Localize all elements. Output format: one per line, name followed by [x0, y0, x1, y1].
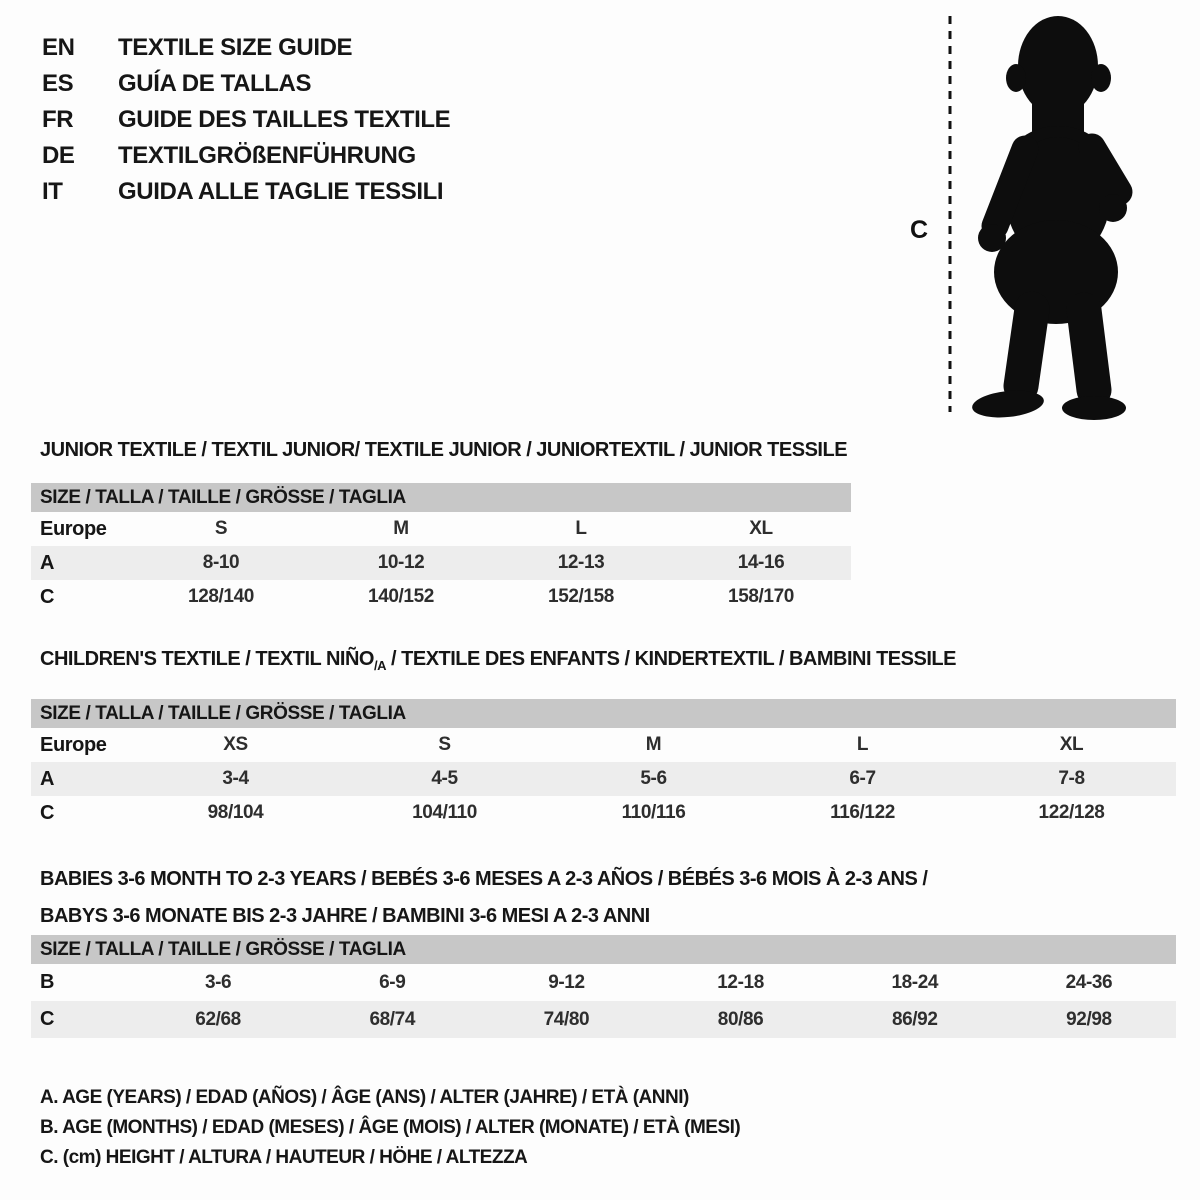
- height-cell: 80/86: [717, 1008, 764, 1030]
- language-code: ES: [42, 70, 74, 97]
- legend-line-a: A. AGE (YEARS) / EDAD (AÑOS) / ÂGE (ANS) / ALTER (JAHRE) / ETÀ (ANNI): [40, 1087, 689, 1108]
- row-label: C: [40, 1008, 55, 1030]
- language-row: [42, 174, 450, 210]
- months-cell: 9-12: [548, 971, 585, 993]
- row-label: B: [40, 971, 55, 993]
- height-cell: 158/170: [728, 586, 794, 607]
- height-cell: 68/74: [369, 1008, 416, 1030]
- language-row: [42, 30, 450, 66]
- height-cell: 62/68: [195, 1008, 241, 1030]
- size-cell: M: [393, 518, 409, 539]
- months-cell: 3-6: [204, 971, 232, 993]
- months-cell: 12-18: [717, 971, 764, 993]
- babies-title-line2: BABYS 3-6 MONATE BIS 2-3 JAHRE / BAMBINI 3-6 MESI A 2-3 ANNI: [40, 905, 650, 927]
- title-suffix: / TEXTILE DES ENFANTS / KINDERTEXTIL / BAMBINI TESSILE: [385, 648, 956, 670]
- language-code: EN: [42, 34, 75, 61]
- age-cell: 3-4: [222, 768, 249, 789]
- row-label: C: [40, 801, 55, 824]
- guide-title: GUÍA DE TALLAS: [118, 70, 312, 97]
- row-label: C: [40, 585, 55, 608]
- legend-line-c: C. (cm) HEIGHT / ALTURA / HAUTEUR / HÖHE / ALTEZZA: [40, 1147, 528, 1168]
- section-children: [31, 648, 1176, 830]
- section-junior: [31, 439, 851, 614]
- table-row-europe: [31, 512, 851, 546]
- height-measure-label: C: [910, 216, 928, 244]
- language-row: [42, 66, 450, 102]
- height-cell: 116/122: [830, 802, 895, 823]
- months-cell: 18-24: [891, 971, 939, 993]
- guide-title: GUIDE DES TAILLES TEXTILE: [118, 106, 451, 133]
- title-subscript: /A: [373, 658, 386, 673]
- height-cell: 140/152: [368, 586, 434, 607]
- table-row-europe: [31, 728, 1176, 762]
- babies-title-line1: BABIES 3-6 MONTH TO 2-3 YEARS / BEBÉS 3-6 MESES A 2-3 AÑOS / BÉBÉS 3-6 MOIS À 2-3 ANS /: [40, 868, 928, 890]
- age-cell: 6-7: [849, 768, 876, 789]
- table-row-months: [31, 964, 1176, 1001]
- size-cell: XL: [749, 518, 773, 539]
- size-cell: L: [575, 518, 587, 539]
- section-babies: [31, 861, 1176, 1038]
- guide-title: TEXTILE SIZE GUIDE: [118, 34, 353, 61]
- table-row-height: [31, 1001, 1176, 1038]
- guide-title: TEXTILGRÖßENFÜHRUNG: [118, 142, 416, 169]
- height-cell: 92/98: [1066, 1008, 1112, 1030]
- legend: [31, 1083, 1200, 1173]
- size-cell: S: [438, 734, 451, 755]
- size-header-bar: SIZE / TALLA / TAILLE / GRÖSSE / TAGLIA: [31, 483, 851, 512]
- row-label: A: [40, 551, 55, 574]
- age-cell: 10-12: [377, 552, 425, 573]
- language-row: [42, 138, 450, 174]
- section-title-children: [31, 648, 1176, 677]
- language-title-list: [42, 30, 450, 210]
- babies-size-table: [31, 935, 1176, 1038]
- height-cell: 104/110: [412, 802, 477, 823]
- size-cell: XL: [1059, 734, 1084, 755]
- height-cell: 98/104: [207, 802, 264, 823]
- size-header-bar: SIZE / TALLA / TAILLE / GRÖSSE / TAGLIA: [31, 699, 1176, 728]
- height-cell: 74/80: [543, 1008, 590, 1030]
- months-cell: 24-36: [1065, 971, 1113, 993]
- language-row: [42, 102, 450, 138]
- row-label: A: [40, 767, 55, 790]
- toddler-silhouette: [971, 16, 1127, 421]
- junior-size-table: [31, 483, 851, 614]
- language-code: FR: [42, 106, 74, 133]
- header-area: [0, 0, 1200, 426]
- table-row-height: [31, 580, 851, 614]
- size-cell: L: [856, 734, 869, 755]
- height-cell: 86/92: [891, 1008, 938, 1030]
- height-cell: 110/116: [621, 802, 686, 823]
- row-label: Europe: [40, 517, 107, 540]
- table-row-age: [31, 762, 1176, 796]
- height-cell: 152/158: [548, 586, 614, 607]
- section-title-junior: JUNIOR TEXTILE / TEXTIL JUNIOR/ TEXTILE JUNIOR / JUNIORTEXTIL / JUNIOR TESSILE: [40, 439, 848, 461]
- children-size-table: [31, 699, 1176, 830]
- row-label: Europe: [40, 733, 107, 756]
- height-cell: 122/128: [1038, 802, 1105, 823]
- months-cell: 6-9: [379, 971, 406, 993]
- age-cell: 5-6: [640, 768, 667, 789]
- size-cell: XS: [223, 734, 248, 755]
- legend-line-b: B. AGE (MONTHS) / EDAD (MESES) / ÂGE (MOIS) / ALTER (MONATE) / ETÀ (MESI): [40, 1117, 741, 1138]
- size-header-bar: SIZE / TALLA / TAILLE / GRÖSSE / TAGLIA: [31, 935, 1176, 964]
- table-row-age: [31, 546, 851, 580]
- height-cell: 128/140: [188, 586, 254, 607]
- title-prefix: CHILDREN'S TEXTILE / TEXTIL NIÑO: [40, 648, 374, 670]
- age-cell: 8-10: [202, 552, 240, 573]
- table-row-height: [31, 796, 1176, 830]
- age-cell: 12-13: [557, 552, 605, 573]
- guide-title: GUIDA ALLE TAGLIE TESSILI: [118, 178, 444, 205]
- toddler-figure-illustration: [898, 6, 1178, 424]
- age-cell: 14-16: [737, 552, 785, 573]
- size-cell: M: [645, 734, 662, 755]
- language-code: IT: [42, 178, 63, 205]
- size-cell: S: [214, 518, 228, 539]
- language-code: DE: [42, 142, 75, 169]
- age-cell: 4-5: [431, 768, 458, 789]
- age-cell: 7-8: [1058, 768, 1085, 789]
- section-title-babies: [31, 861, 1176, 935]
